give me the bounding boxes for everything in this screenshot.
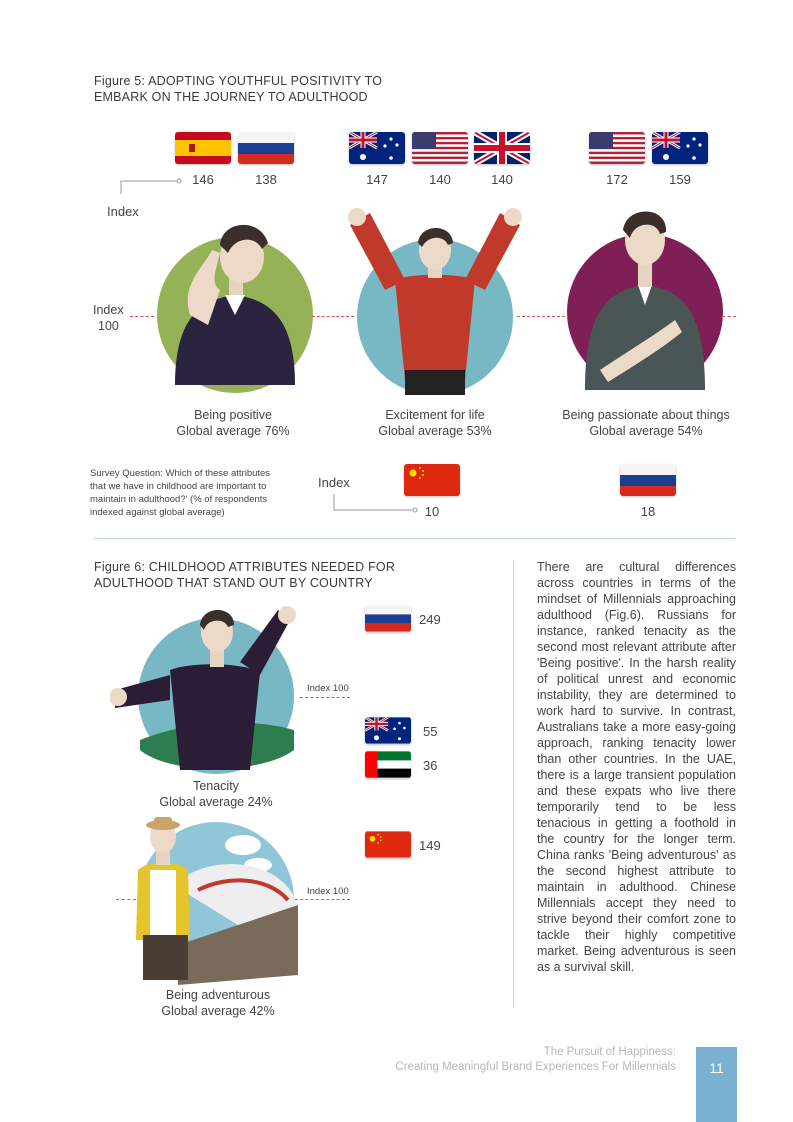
value-russia: 249 (419, 612, 441, 627)
passionate-label: Being passionate about things Global average 54% (562, 408, 730, 438)
russia-flag (365, 605, 411, 632)
value-china: 10 (424, 504, 440, 519)
value-australia: 159 (669, 172, 691, 187)
index-100-label: Index 100 (307, 886, 349, 897)
figure6-title: Figure 6: CHILDHOOD ATTRIBUTES NEEDED FOR ADULTHOOD THAT STAND OUT BY COUNTRY (94, 560, 396, 590)
value-russia: 138 (255, 172, 277, 187)
value-uae: 36 (423, 758, 438, 773)
index-line (295, 899, 350, 900)
tenacity-illustration (110, 600, 310, 780)
column-divider (513, 560, 514, 1008)
page-number: 11 (709, 1060, 724, 1076)
excitement-illustration (340, 205, 530, 400)
usa-flag (589, 132, 645, 164)
excitement-label: Excitement for life Global average 53% (378, 408, 492, 438)
bottom-index-label: Index (318, 475, 350, 490)
index-line (130, 316, 154, 317)
value-uk: 140 (491, 172, 513, 187)
footer-text: The Pursuit of Happiness: Creating Meaningful Brand Experiences For Millennials (395, 1046, 676, 1073)
china-flag (404, 464, 460, 496)
china-flag (365, 831, 411, 858)
value-china: 149 (419, 838, 441, 853)
survey-question: Survey Question: Which of these attributes that we have in childhood are important to maintain in adulthood?' (% of respondents indexed against global average) (90, 468, 271, 518)
uae-flag (365, 751, 411, 778)
index-line (722, 316, 736, 317)
positive-label: Being positive Global average 76% (176, 408, 290, 438)
value-australia: 55 (423, 724, 438, 739)
value-australia: 147 (366, 172, 388, 187)
index-line (517, 316, 565, 317)
value-usa: 140 (429, 172, 451, 187)
index-connector (118, 176, 184, 196)
passionate-illustration (560, 200, 735, 400)
index-line (300, 697, 350, 698)
australia-flag (652, 132, 708, 164)
value-usa: 172 (606, 172, 628, 187)
uk-flag (474, 132, 530, 164)
body-paragraph: There are cultural differences across countries in terms of the mindset of Millennials approaching adulthood (Fig.6). Russians for instance, ranked tenacity as the second most relevant attribute after 'Being positive'. In the harsh reality of political unrest and economic instability, they are determined to work hard to survive. In contrast, Australians take a more easy-going approach, ranking tenacity lower than other countries. In the UAE, there is a large transient population and these expats who live there temporarily tend to be less tenacious in getting a foothold in the country for the longer term. China ranks 'Being adventurous' as the second highest attribute to maintain in adulthood. Chinese Millennials accept they need to strive beyond their comfort zone to tackle their highly competitive market. Being adventurous is seen as a survival skill. (537, 560, 736, 974)
index-label: Index (107, 204, 139, 219)
value-spain: 146 (192, 172, 214, 187)
section-divider (94, 538, 736, 539)
australia-flag (365, 717, 411, 744)
russia-flag (620, 464, 676, 496)
figure5-title: Figure 5: ADOPTING YOUTHFUL POSITIVITY TO EMBARK ON THE JOURNEY TO ADULTHOOD (94, 74, 383, 104)
adventurous-label: Being adventurous Global average 42% (161, 988, 275, 1018)
usa-flag (412, 132, 468, 164)
tenacity-label: Tenacity Global average 24% (159, 779, 273, 809)
index-line (116, 899, 136, 900)
index-line (312, 316, 354, 317)
adventurous-illustration (118, 815, 308, 985)
spain-flag (175, 132, 231, 164)
value-russia: 18 (640, 504, 656, 519)
positive-illustration (150, 205, 320, 400)
australia-flag (349, 132, 405, 164)
russia-flag (238, 132, 294, 164)
index-100-label: Index 100 (307, 683, 349, 694)
index-100-label: Index 100 (93, 303, 124, 333)
page-number-tab (696, 1047, 737, 1122)
